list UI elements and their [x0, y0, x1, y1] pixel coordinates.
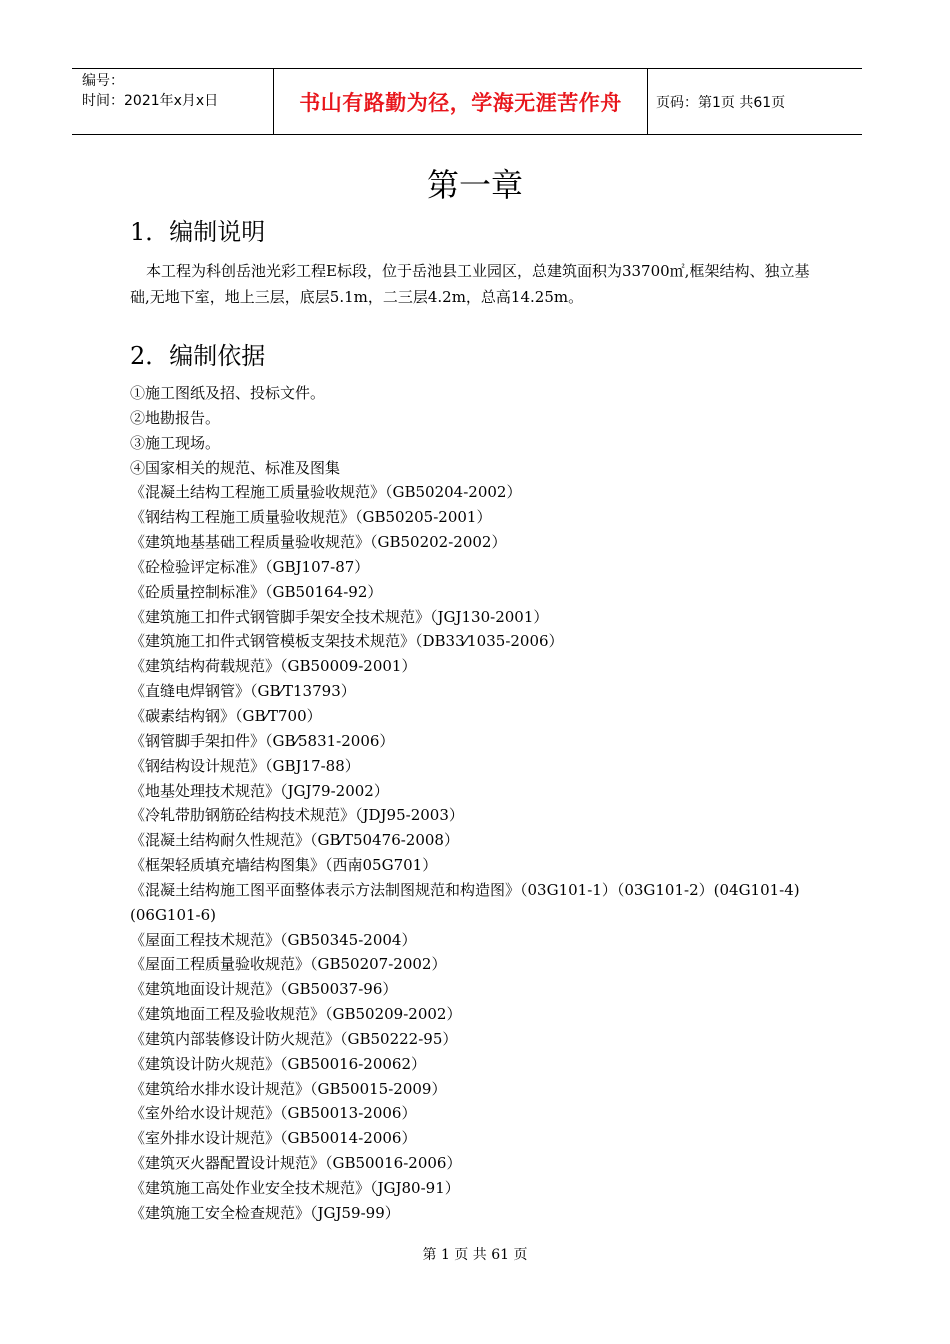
section1-body: 本工程为科创岳池光彩工程E标段，位于岳池县工业园区，总建筑面积为33700㎡,框架结构、独立基础,无地下室，地上三层，底层5.1m，二三层4.2m，总高14.25m。 [130, 262, 810, 306]
header-page-code: 页码：第1页 共61页 [656, 94, 786, 111]
chapter-title: 第一章 [426, 166, 523, 204]
basis-item: 《钢结构工程施工质量验收规范》（GB50205-2001） [130, 508, 492, 527]
basis-item: ①施工图纸及招、投标文件。 [130, 384, 326, 402]
basis-item: 《建筑内部装修设计防火规范》（GB50222-95） [130, 1029, 458, 1048]
basis-item: ②地勘报告。 [130, 408, 221, 427]
basis-item: 《钢管脚手架扣件》（GB⁄5831-2006） [130, 731, 395, 750]
basis-item: 《建筑施工扣件式钢管模板支架技术规范》（DB33⁄1035-2006） [130, 632, 564, 651]
basis-item: 《建筑施工扣件式钢管脚手架安全技术规范》（JGJ130-2001） [130, 607, 549, 626]
header-meta [72, 69, 274, 134]
basis-list [130, 381, 820, 1226]
basis-item: 《碳素结构钢》（GB⁄T700） [130, 706, 322, 725]
section1-heading: 1．编制说明 [130, 218, 266, 246]
basis-item: 《建筑施工安全检查规范》（JGJ59-99） [130, 1203, 400, 1222]
section2-heading: 2．编制依据 [130, 342, 266, 370]
basis-item: 《框架轻质填充墙结构图集》（西南05G701） [130, 856, 438, 875]
basis-item: 《屋面工程技术规范》（GB50345-2004） [130, 930, 417, 949]
basis-item: 《建筑灭火器配置设计规范》（GB50016-2006） [130, 1154, 462, 1173]
doc-number-label: 编号： [82, 73, 124, 89]
header-motto: 书山有路勤为径，学海无涯苦作舟 [274, 69, 648, 134]
basis-item: ③施工现场。 [130, 433, 221, 452]
basis-item: 《建筑地面工程及验收规范》（GB50209-2002） [130, 1005, 462, 1024]
basis-item: 《建筑地基基础工程质量验收规范》（GB50202-2002） [130, 533, 507, 552]
basis-item: ④国家相关的规范、标准及图集 [130, 458, 341, 477]
basis-item: 《混凝土结构工程施工质量验收规范》（GB50204-2002） [130, 483, 522, 502]
basis-item: 《钢结构设计规范》（GBJ17-88） [130, 756, 360, 775]
basis-item: 《室外给水设计规范》（GB50013-2006） [130, 1104, 417, 1123]
basis-item: 《建筑设计防火规范》（GB50016-20062） [130, 1054, 427, 1073]
basis-item: 《混凝土结构耐久性规范》（GB⁄T50476-2008） [130, 831, 459, 850]
page-footer: 第 1 页 共 61 页 [422, 1247, 528, 1263]
basis-item: 《冷轧带肋钢筋砼结构技术规范》（JDJ95-2003） [130, 806, 464, 825]
basis-item: 《砼检验评定标准》（GBJ107-87） [130, 557, 370, 576]
doc-time-label: 时间：2021年x月x日 [82, 93, 219, 109]
basis-item: 《地基处理技术规范》（JGJ79-2002） [130, 781, 389, 800]
basis-item: 《建筑施工高处作业安全技术规范》（JGJ80-91） [130, 1179, 460, 1197]
basis-item: 《混凝土结构施工图平面整体表示方法制图规范和构造图》（03G101-1）（03G101-2）(04G101-4)(06G101-6) [130, 880, 800, 924]
page-header [72, 68, 862, 135]
basis-item: 《建筑结构荷载规范》（GB50009-2001） [130, 657, 417, 676]
basis-item: 《室外排水设计规范》（GB50014-2006） [130, 1129, 417, 1148]
basis-item: 《砼质量控制标准》（GB50164-92） [130, 582, 383, 601]
basis-item: 《屋面工程质量验收规范》（GB50207-2002） [130, 955, 447, 974]
basis-item: 《建筑给水排水设计规范》（GB50015-2009） [130, 1079, 447, 1098]
basis-item: 《建筑地面设计规范》（GB50037-96） [130, 980, 398, 999]
basis-item: 《直缝电焊钢管》（GB⁄T13793） [130, 682, 356, 701]
